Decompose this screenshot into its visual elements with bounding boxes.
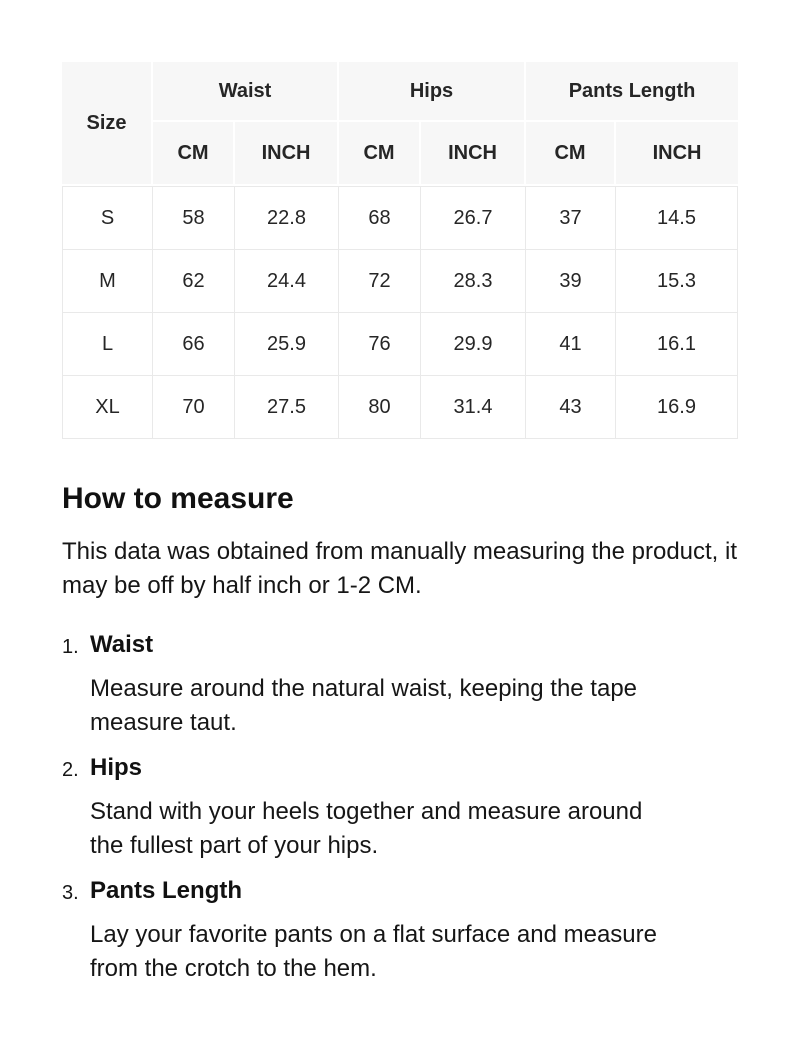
value-cell: 16.1 bbox=[616, 313, 738, 376]
value-cell: 43 bbox=[526, 376, 616, 439]
unit-header-waist-inch: INCH bbox=[235, 122, 339, 186]
value-cell: 39 bbox=[526, 250, 616, 313]
step-description: Measure around the natural waist, keeping the tape measure taut. bbox=[90, 675, 638, 736]
value-cell: 26.7 bbox=[421, 186, 526, 250]
step-body bbox=[90, 876, 738, 986]
step-number: 2. bbox=[62, 759, 79, 781]
value-cell: 25.9 bbox=[235, 313, 339, 376]
measure-step-pants-length bbox=[62, 876, 738, 986]
value-cell: 41 bbox=[526, 313, 616, 376]
column-group-pants-length: Pants Length bbox=[526, 62, 738, 122]
value-cell: 22.8 bbox=[235, 186, 339, 250]
step-number: 3. bbox=[62, 882, 79, 904]
step-title: Waist bbox=[90, 631, 154, 658]
size-cell: S bbox=[62, 186, 153, 250]
measure-intro-text: This data was obtained from manually measuring the product, it may be off by half inch or 1-2 CM. bbox=[62, 538, 738, 599]
measure-step-hips bbox=[62, 753, 738, 863]
value-cell: 14.5 bbox=[616, 186, 738, 250]
value-cell: 68 bbox=[339, 186, 421, 250]
step-body bbox=[90, 753, 738, 863]
table-row-size-m bbox=[62, 250, 738, 313]
value-cell: 16.9 bbox=[616, 376, 738, 439]
value-cell: 70 bbox=[153, 376, 235, 439]
table-row-size-s bbox=[62, 186, 738, 250]
column-header-size: Size bbox=[62, 62, 153, 186]
value-cell: 29.9 bbox=[421, 313, 526, 376]
column-group-hips: Hips bbox=[339, 62, 526, 122]
table-row-size-l bbox=[62, 313, 738, 376]
value-cell: 31.4 bbox=[421, 376, 526, 439]
value-cell: 72 bbox=[339, 250, 421, 313]
step-number: 1. bbox=[62, 636, 79, 658]
unit-header-hips-inch: INCH bbox=[421, 122, 526, 186]
value-cell: 27.5 bbox=[235, 376, 339, 439]
unit-header-hips-cm: CM bbox=[339, 122, 421, 186]
value-cell: 37 bbox=[526, 186, 616, 250]
value-cell: 76 bbox=[339, 313, 421, 376]
step-body bbox=[90, 630, 738, 740]
column-group-waist: Waist bbox=[153, 62, 339, 122]
value-cell: 66 bbox=[153, 313, 235, 376]
size-cell: L bbox=[62, 313, 153, 376]
value-cell: 15.3 bbox=[616, 250, 738, 313]
step-description: Stand with your heels together and measure around the fullest part of your hips. bbox=[90, 798, 643, 859]
step-title: Pants Length bbox=[90, 877, 243, 904]
value-cell: 62 bbox=[153, 250, 235, 313]
size-cell: XL bbox=[62, 376, 153, 439]
measure-steps-list bbox=[62, 630, 738, 986]
how-to-measure-heading: How to measure bbox=[62, 482, 294, 515]
size-chart-table bbox=[62, 62, 738, 439]
table-row-size-xl bbox=[62, 376, 738, 439]
size-cell: M bbox=[62, 250, 153, 313]
unit-header-pants-cm: CM bbox=[526, 122, 616, 186]
value-cell: 80 bbox=[339, 376, 421, 439]
step-description: Lay your favorite pants on a flat surface and measure from the crotch to the hem. bbox=[90, 921, 657, 982]
unit-header-waist-cm: CM bbox=[153, 122, 235, 186]
value-cell: 58 bbox=[153, 186, 235, 250]
value-cell: 28.3 bbox=[421, 250, 526, 313]
unit-header-pants-inch: INCH bbox=[616, 122, 738, 186]
value-cell: 24.4 bbox=[235, 250, 339, 313]
step-title: Hips bbox=[90, 754, 143, 781]
measure-step-waist bbox=[62, 630, 738, 740]
